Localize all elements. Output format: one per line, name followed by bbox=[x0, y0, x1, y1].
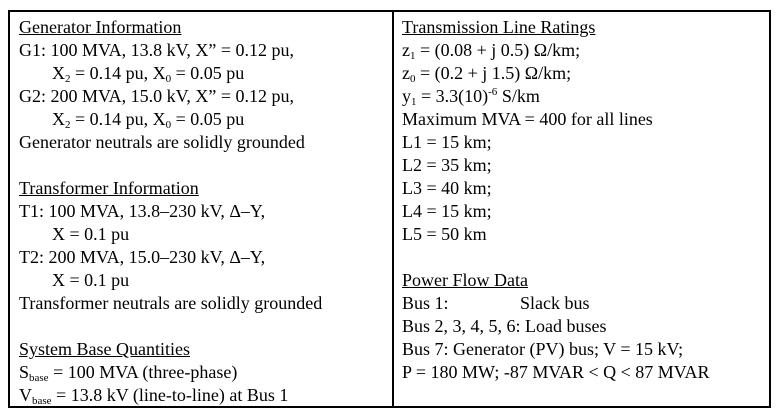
line-length-l1: L1 = 15 km; bbox=[402, 132, 492, 152]
base-heading: System Base Quantities bbox=[19, 339, 190, 359]
generator-heading: Generator Information bbox=[19, 17, 182, 37]
flow-heading: Power Flow Data bbox=[402, 270, 528, 290]
column-divider bbox=[392, 12, 394, 406]
g1-reactances: $X_2 = 0.14$ pu, $X_0 = 0.05$ pu bbox=[52, 63, 245, 85]
line-length-l2: L2 = 35 km; bbox=[402, 155, 492, 175]
generator-bus: Bus 7: Generator (PV) bus; V = 15 kV; bbox=[402, 339, 684, 359]
line-length-l3: L3 = 40 km; bbox=[402, 178, 492, 198]
y1-line: $y_1 = 3.3(10)^{-6}$ S/km bbox=[402, 86, 540, 108]
load-buses: Bus 2, 3, 4, 5, 6: Load buses bbox=[402, 316, 607, 336]
max-mva: Maximum MVA = 400 for all lines bbox=[402, 109, 653, 129]
data-table bbox=[8, 10, 771, 408]
t1-reactance: X = 0.1 pu bbox=[52, 224, 130, 244]
lines-heading: Transmission Line Ratings bbox=[402, 17, 596, 37]
g1-line: G1: 100 MVA, 13.8 kV, X” = 0.12 pu, bbox=[19, 40, 295, 60]
z0-line: $z_0 = (0.2 + j$ 1.5) Ω/km; bbox=[402, 63, 572, 85]
bus1-label: Bus 1: bbox=[402, 293, 449, 313]
right-column bbox=[402, 16, 768, 384]
generator-neutrals: Generator neutrals are solidly grounded bbox=[19, 132, 305, 152]
g2-reactances: $X_2 = 0.14$ pu, $X_0 = 0.05$ pu bbox=[52, 109, 245, 131]
g2-line: G2: 200 MVA, 15.0 kV, X” = 0.12 pu, bbox=[19, 86, 295, 106]
t2-line: T2: 200 MVA, 15.0–230 kV, Δ–Y, bbox=[19, 247, 266, 267]
transformer-neutrals: Transformer neutrals are solidly grounded bbox=[19, 293, 323, 313]
left-column bbox=[19, 16, 387, 407]
line-length-l4: L4 = 15 km; bbox=[402, 201, 492, 221]
transformer-heading: Transformer Information bbox=[19, 178, 199, 198]
line-length-l5: L5 = 50 km bbox=[402, 224, 487, 244]
bus1-line bbox=[402, 292, 768, 315]
s-base: $S_{base} = 100$ MVA (three-phase) bbox=[19, 362, 238, 384]
z1-line: $z_1 = (0.08 + j$ 0.5) Ω/km; bbox=[402, 40, 581, 62]
t2-reactance: X = 0.1 pu bbox=[52, 270, 130, 290]
t1-line: T1: 100 MVA, 13.8–230 kV, Δ–Y, bbox=[19, 201, 266, 221]
generator-limits: P = 180 MW; -87 MVAR < Q < 87 MVAR bbox=[402, 362, 710, 382]
v-base: $V_{base} = 13.8$ kV (line-to-line) at Bus 1 bbox=[19, 385, 289, 407]
bus1-value: Slack bus bbox=[520, 293, 590, 313]
